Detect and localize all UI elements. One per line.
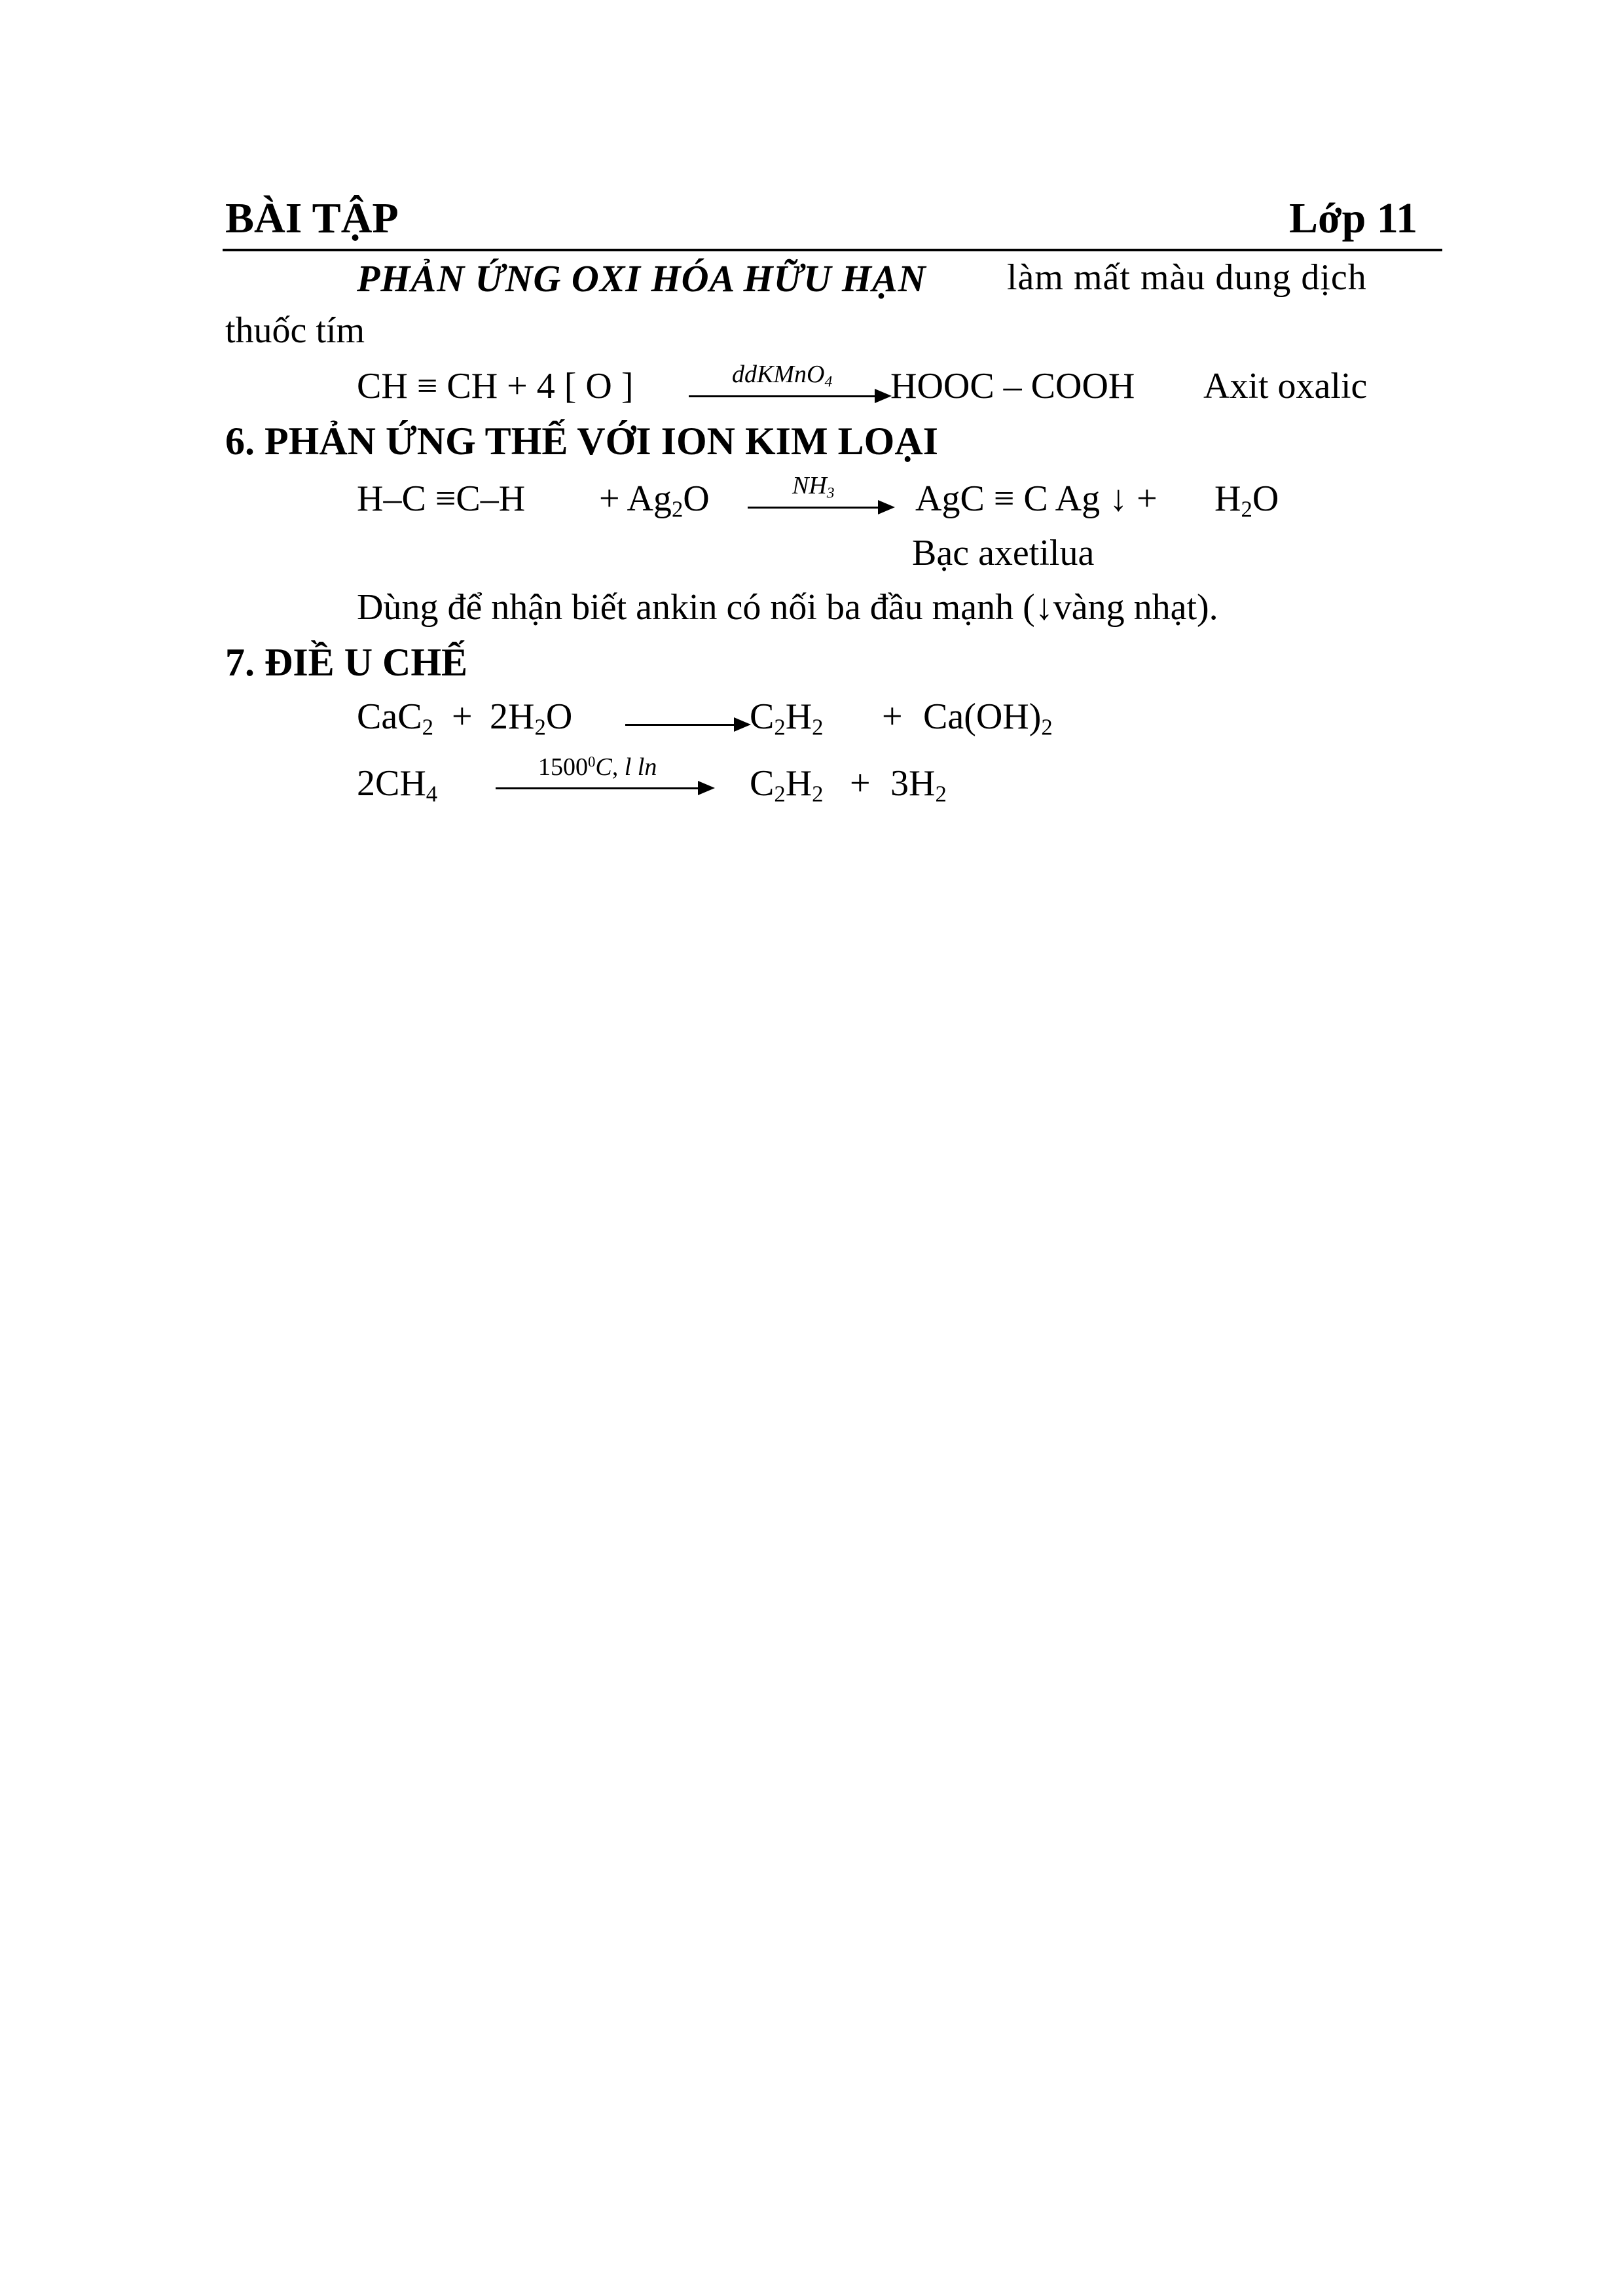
section-7-eq2-product-2: $3H_2$ [890,763,947,807]
oxidation-text: làm mất màu dung dịch [1007,257,1367,298]
oxidation-text-line2: thuốc tím [225,310,365,351]
section-7-eq2-reactant: $2CH_4$ [357,763,438,807]
section-7-eq1-plus-2: + [882,696,903,737]
section-6-title: 6. PHẢN ỨNG THẾ VỚI ION KIM LOẠI [225,420,938,463]
oxidation-product-name: Axit oxalic [1203,366,1368,406]
section-7-eq1-reactant-1: CaC$_2$ [357,696,433,740]
header-grade: Lớp 11 [1289,194,1418,242]
section-7-eq2-plus: + [850,763,871,804]
reaction-arrow [748,500,895,516]
section-6-product-1: AgC ≡ C Ag ↓ + [915,478,1158,519]
section-6-reactant-2: + $Ag_2O$ [599,478,710,522]
section-6-reactant-1: H–C ≡C–H [357,478,526,519]
header-title: BÀI TẬP [225,194,399,242]
section-7-title: 7. ĐIỀ U CHẾ [225,641,468,684]
section-7-eq1-reactant-2: $2H_2O$ [490,696,573,740]
oxidation-equation-reactants: CH ≡ CH + 4 [ O ] [357,366,634,406]
section-6-product-name: Bạc axetilua [912,533,1095,573]
section-7-eq1-product-2: $Ca(OH)_2$ [923,696,1053,740]
section-6-note: Dùng để nhận biết ankin có nối ba đầu mạnh (↓vàng nhạt). [357,587,1218,628]
section-7-eq2-condition: 1500$^0$C, l ln [538,753,657,781]
oxidation-title: PHẢN ỨNG OXI HÓA HỮU HẠN [357,257,926,300]
oxidation-condition: ddKMnO$_4$ [732,361,833,391]
oxidation-equation-product: HOOC – COOH [890,366,1135,406]
header-rule [223,249,1442,251]
section-7-eq1-plus: + [452,696,473,737]
section-6-condition: $NH_3$ [792,472,835,502]
section-6-product-2: $H_2O$ [1214,478,1279,522]
reaction-arrow [689,389,892,404]
section-7-eq2-product-1: $C_2H_2$ [750,763,824,807]
reaction-arrow [496,781,715,797]
section-7-eq1-product-1: $C_2H_2$ [750,696,824,740]
reaction-arrow [625,717,751,733]
